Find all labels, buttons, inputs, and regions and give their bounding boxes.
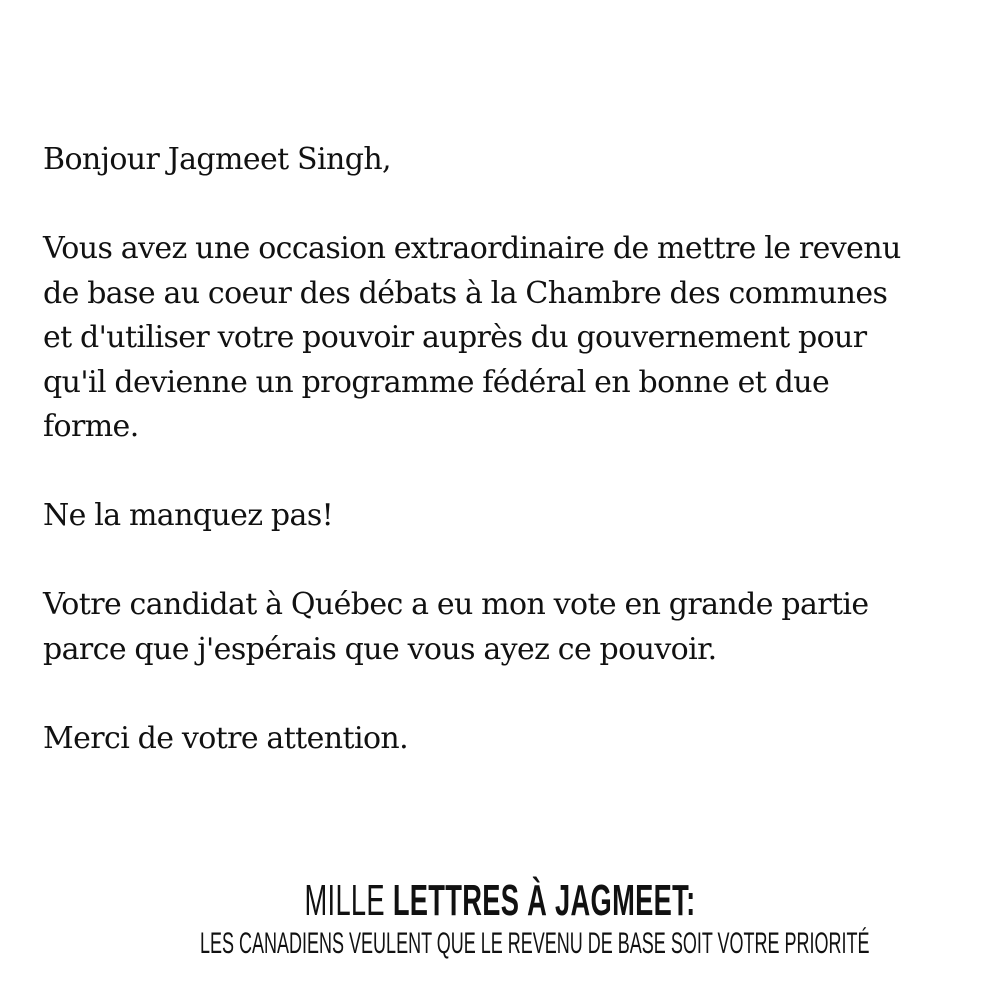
letter-greeting: Bonjour Jagmeet Singh, <box>43 142 391 177</box>
letter-closing: Merci de votre attention. <box>43 720 409 756</box>
campaign-title-bold: LETTRES À JAGMEET: <box>392 876 696 925</box>
campaign-footer <box>0 876 1000 962</box>
letter-paragraph-3: Votre candidat à Québec a eu mon vote en grande partie parce que j'espérais que vous ayez ce pouvoir. <box>43 587 869 667</box>
letter-paragraph-1: Vous avez une occasion extraordinaire de mettre le revenu de base au coeur des débats à la Chambre des communes et d'utiliser votre pouvoir auprès du gouvernement pour qu'il devienne un programme fédéral en bonne et due forme. <box>43 231 901 444</box>
letter-body <box>43 138 963 761</box>
campaign-title <box>190 876 810 926</box>
campaign-subtitle: LES CANADIENS VEULENT QUE LE REVENU DE BASE SOIT VOTRE PRIORITÉ <box>200 927 870 960</box>
campaign-title-light: MILLE <box>304 876 385 925</box>
letter-paragraph-2: Ne la manquez pas! <box>43 498 334 533</box>
